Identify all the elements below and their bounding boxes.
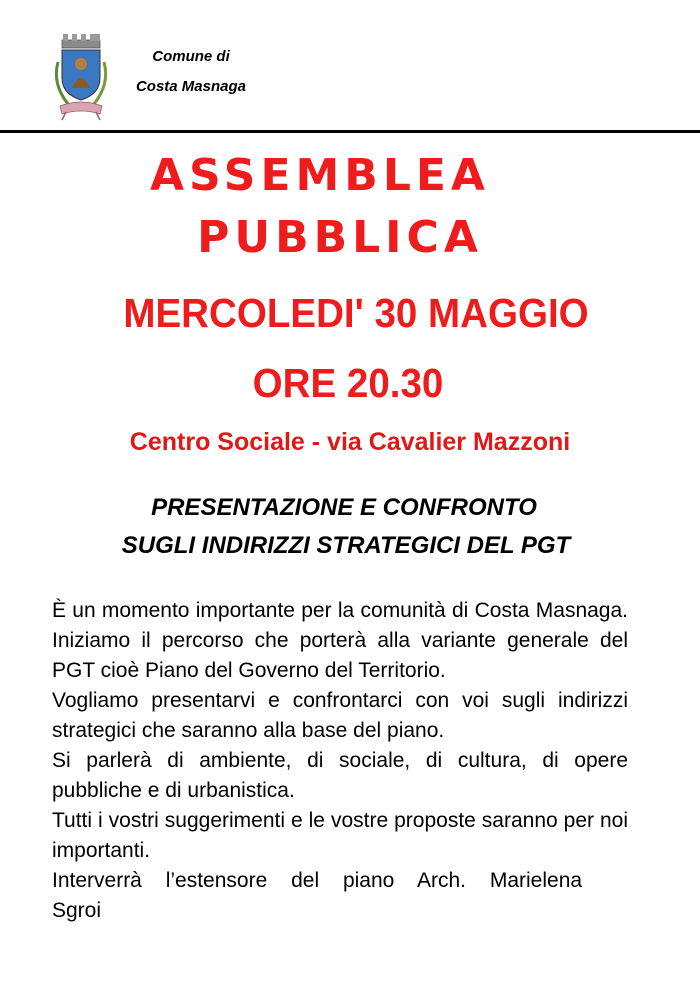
topic-line-1: PRESENTAZIONE E CONFRONTO	[151, 494, 537, 521]
topic-line-2: SUGLI INDIRIZZI STRATEGICI DEL PGT	[121, 532, 571, 559]
event-venue: Centro Sociale - via Cavalier Mazzoni	[129, 428, 571, 456]
body-paragraph: Si parlerà di ambiente, di sociale, di cultura, di opere pubbliche e di urbanistica.	[52, 749, 628, 802]
municipality-name	[116, 42, 266, 102]
body-paragraph: Interverrà l’estensore del piano Arch. Marielena Sgroi	[52, 869, 583, 922]
body-text	[52, 596, 628, 926]
municipality-line-2: Costa Masnaga	[135, 78, 247, 95]
event-date: MERCOLEDI' 30 MAGGIO	[123, 290, 589, 336]
event-title-line-2: PUBBLICA	[197, 212, 483, 263]
header-divider	[0, 130, 700, 133]
body-paragraph: È un momento importante per la comunità di Costa Masnaga. Iniziamo il percorso che porterà alla variante generale del PGT cioè Piano del Governo del Territorio.	[52, 599, 628, 682]
event-time: ORE 20.30	[252, 360, 444, 406]
municipality-line-1: Comune di	[152, 48, 230, 65]
event-title-line-1: ASSEMBLEA	[150, 150, 490, 201]
coat-of-arms-icon	[50, 32, 112, 122]
body-paragraph: Vogliamo presentarvi e confrontarci con voi sugli indirizzi strategici che saranno alla base del piano.	[52, 689, 628, 742]
body-paragraph: Tutti i vostri suggerimenti e le vostre proposte saranno per noi importanti.	[52, 809, 628, 862]
